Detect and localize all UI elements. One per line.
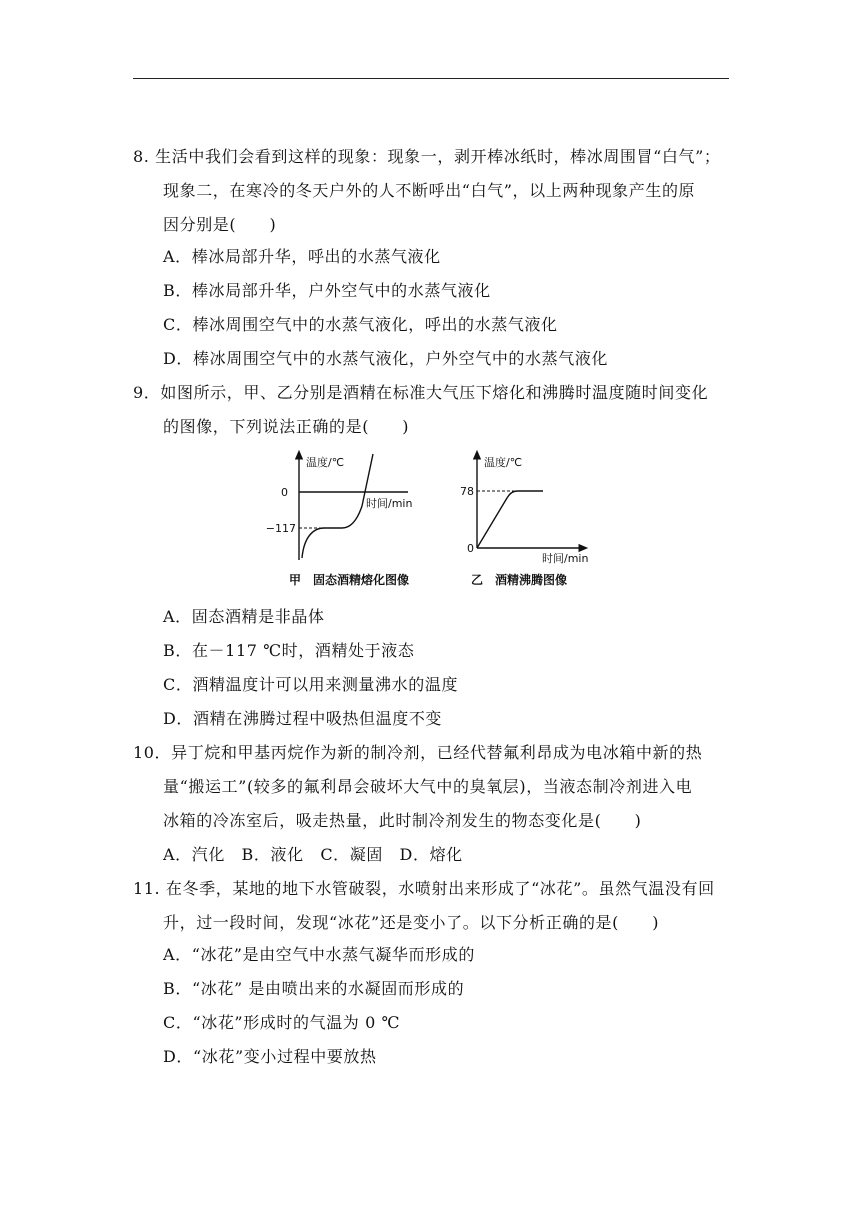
q11-line-2: 升，过一段时间，发现“冰花”还是变小了。以下分析正确的是( ): [163, 913, 660, 932]
q11-option-b: B．“冰花” 是由喷出来的水凝固而形成的: [163, 979, 465, 998]
q9-option-a: A．固态酒精是非晶体: [163, 607, 325, 626]
q8-option-a: A．棒冰局部升华，呼出的水蒸气液化: [163, 247, 441, 266]
melting-tick-0: 0: [281, 486, 288, 499]
q11-line-1: 11. 在冬季，某地的地下水管破裂，水喷射出来形成了“冰花”。虽然气温没有回: [133, 879, 715, 898]
q8-option-d: D．棒冰周围空气中的水蒸气液化，户外空气中的水蒸气液化: [163, 349, 609, 368]
q8-option-b: B．棒冰局部升华，户外空气中的水蒸气液化: [163, 281, 491, 300]
melting-tick-minus117: −117: [265, 522, 296, 535]
q10-line-2: 量“搬运工”(较多的氟利昂会破坏大气中的臭氧层)，当液态制冷剂进入电: [163, 777, 693, 796]
q9-option-d: D．酒精在沸腾过程中吸热但温度不变: [163, 709, 443, 728]
q9-option-b: B．在－117 ℃时，酒精处于液态: [163, 641, 415, 660]
boiling-caption: 乙 酒精沸腾图像: [471, 573, 568, 587]
q11-option-c: C．“冰花”形成时的气温为 0 ℃: [163, 1013, 401, 1032]
q8-line-2: 现象二，在寒冷的冬天户外的人不断呼出“白气”，以上两种现象产生的原: [163, 181, 696, 200]
header-rule: [133, 78, 729, 79]
q10-options: A．汽化 B．液化 C．凝固 D．熔化: [163, 845, 463, 864]
q8-option-c: C．棒冰周围空气中的水蒸气液化，呼出的水蒸气液化: [163, 315, 558, 334]
q10-line-1: 10．异丁烷和甲基丙烷作为新的制冷剂，已经代替氟利昂成为电冰箱中新的热: [133, 743, 703, 762]
melting-graph: [266, 454, 413, 587]
melting-caption: 甲 固态酒精熔化图像: [289, 573, 410, 587]
q8-line-1: 8. 生活中我们会看到这样的现象：现象一，剥开棒冰纸时，棒冰周围冒“白气”；: [133, 147, 721, 166]
boiling-graph: [460, 454, 588, 587]
q9-option-c: C．酒精温度计可以用来测量沸水的温度: [163, 675, 459, 694]
boiling-tick-78: 78: [460, 485, 474, 498]
q11-option-a: A．“冰花”是由空气中水蒸气凝华而形成的: [163, 945, 475, 964]
boiling-tick-0: 0: [467, 542, 474, 555]
q9-figure: [258, 450, 598, 596]
melting-y-label: 温度/℃: [306, 456, 345, 469]
q10-line-3: 冰箱的冷冻室后，吸走热量，此时制冷剂发生的物态变化是( ): [163, 811, 642, 830]
q9-line-2: 的图像，下列说法正确的是( ): [163, 417, 410, 436]
q8-line-3: 因分别是( ): [163, 215, 277, 234]
melting-curve: [302, 454, 373, 558]
q11-option-d: D．“冰花”变小过程中要放热: [163, 1047, 377, 1066]
q9-line-1: 9．如图所示，甲、乙分别是酒精在标准大气压下熔化和沸腾时温度随时间变化: [133, 383, 709, 402]
boiling-curve: [477, 491, 543, 548]
boiling-y-label: 温度/℃: [484, 456, 523, 469]
melting-x-label: 时间/min: [366, 497, 413, 510]
boiling-x-label: 时间/min: [542, 552, 589, 565]
